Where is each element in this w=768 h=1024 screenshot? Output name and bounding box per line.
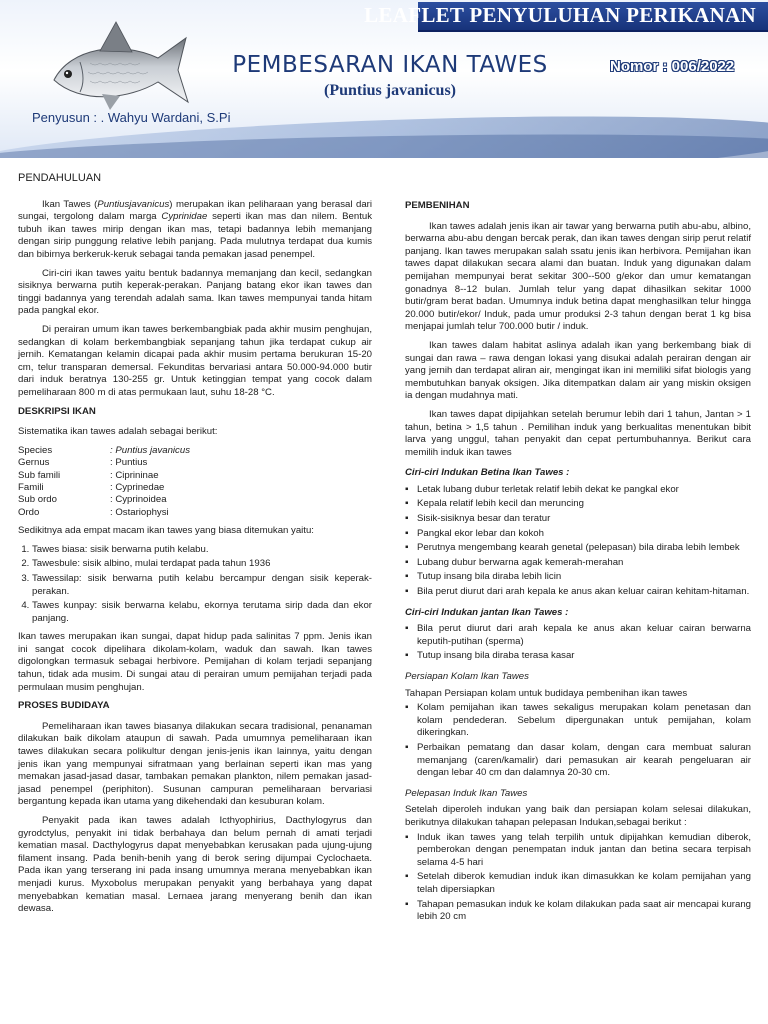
subheading-jantan: Ciri-ciri Indukan jantan Ikan Tawes : <box>405 606 569 618</box>
taxonomy-value: : Cyprinedae <box>110 481 165 493</box>
taxonomy-value: : Ciprininae <box>110 469 159 481</box>
table-row <box>18 482 190 494</box>
paragraph-pijah-umur: Ikan tawes dapat dipijahkan setelah berumur lebih dari 1 tahun, Jantan > 1 tahun, betina > 1,5 tahun . Pemilihan induk yang berkualitas menentukan bibit larva yang unggul, tahan penyakit dan cepat pertumbuhannya. Berikut cara memilih induk ikan tawes <box>405 408 751 458</box>
list-item: ▪ Setelah diberok kemudian induk ikan dimasukkan ke kolam pemijahan yang telah dipersiapkan <box>405 871 751 896</box>
taxonomy-key: Famili <box>18 481 44 493</box>
header <box>0 0 768 158</box>
right-column <box>405 170 751 930</box>
leaflet-number: Nomor : 006/2022 <box>610 58 735 75</box>
list-item: ▪ Tahapan pemasukan induk ke kolam dilakukan pada saat air mencapai kurang lebih 20 cm <box>405 899 751 924</box>
section-heading-deskripsi: DESKRIPSI IKAN <box>18 405 96 417</box>
text-span: seperti ikan mas dan nilem. Bentuk tubuh ikan tawes mirip dengan ikan mas, tetapi badannya lebih memanjang dengan sirip punggung relative lebih panjang. Pada mulutnya terdapat dua kumis dan bibirnya berkeruk-keruk sebagai tanda pemakan jasad penempel. <box>18 211 372 260</box>
taxonomy-key: Sub famili <box>18 469 61 481</box>
list-item: ▪ Lubang dubur berwarna agak kemerah-merahan <box>405 557 751 570</box>
pelepasan-list <box>405 832 751 924</box>
table-row <box>18 507 190 519</box>
taxonomy-key: Species <box>18 444 53 456</box>
table-row <box>18 470 190 482</box>
persiapan-list <box>405 702 751 780</box>
list-item: 4. Tawes kunpay: sisik berwarna kelabu, ekornya terutama sirip dada dan ekor panjang. <box>32 600 372 625</box>
paragraph-sungai: Ikan tawes merupakan ikan sungai, dapat hidup pada salinitas 7 ppm. Jenis ikan ini sangat cocok dipelihara dikolam-kolam, waduk dan sawah. Ikan tawes digolongkan termasuk sebagai herbivore. Pemijahan di kolam terjadi sepanjang tahun, tidak ada musim. Di sungai atau di perairan umum pemijahan terjadi pada permulaan musim penghujan. <box>18 631 372 693</box>
taxonomy-value-italic: : Puntius javanicus <box>110 444 190 456</box>
list-item: ▪ Pangkal ekor lebar dan kokoh <box>405 528 751 541</box>
paragraph-ciri: Ciri-ciri ikan tawes yaitu bentuk badannya memanjang dan kecil, sedangkan sisiknya berwarna putih keperak-perakan. Panjang batang ekor ikan tawes dan tinggi badannya yang terendah adalah sama. Ikan tawes mempunyai tanda hitam pada pangkal ekor. <box>18 267 372 317</box>
paragraph-intro <box>18 199 372 262</box>
taxonomy-value: : Cyprinoidea <box>110 494 167 506</box>
section-heading-pembenihan: PEMBENIHAN <box>405 200 470 211</box>
subheading-persiapan-kolam: Persiapan Kolam Ikan Tawes <box>405 671 529 682</box>
list-item: ▪ Perutnya mengembang kearah genetal (pelepasan) bila diraba lebih lembek <box>405 542 751 555</box>
paragraph-types-intro: Sedikitnya ada empat macam ikan tawes yang biasa ditemukan yaitu: <box>18 525 314 537</box>
taxonomy-value <box>110 445 190 457</box>
paragraph-habitat-asli: Ikan tawes dalam habitat aslinya adalah ikan yang berkembang biak di sungai dan rawa – rawa dengan lokasi yang disukai adalah perairan dengan air yang jernih dan terdapat aliran air, mengingat ikan ini memiliki sifat biologis yang membutuhkan banyak oksigen. Jika ditempatkan dalam air yang miskin oksigen ia dengan mudahnya mati. <box>405 339 751 402</box>
list-item: ▪ Perbaikan pematang dan dasar kolam, dengan cara membuat saluran memanjang (caren/kamalir) dari pemasukan air kearah pengeluaran air dengan lebar 40 cm dan dalamnya 20-30 cm. <box>405 742 751 780</box>
paragraph-penyakit: Penyakit pada ikan tawes adalah Icthyophirius, Dacthylogyrus dan gyrodctylus, penyakit ini tidak berbahaya dan belum pernah di amati terjadi kematian masal. Dacthylogyrus dapat menyebabkan kerusakan pada ujung-ujung filament insang. Pada benih-benih yang di berok sering dijumpai Cyclochaeta. Pada ikan yang terserang ini pada insang umumnya merana menyebabkan ikan menjadi kurus. Myxobolus merupakan penyakit yang berbahaya yang dapat menyebabkan kematian masal. Lernaea jarang menyerang benih dan ikan dewasa. <box>18 815 372 915</box>
paragraph-habitat: Di perairan umum ikan tawes berkembangbiak pada akhir musim penghujan, sedangkan di kolam berkembangbiak sepanjang tahun jika terdapat cukup air jernih. Kematangan kelamin dicapai pada akhir musim pertama berukuran 15-20 cm, telur transparan demersal. Fekunditas bervariasi antara 50.000-94.000 butir dari induk beratnya 130-255 gr. Untuk ketinggian tempat yang cocok dalam pemeliharaan 800 m di atas permukaan laut, suhu 18-28 °C. <box>18 323 372 398</box>
list-item: ▪ Kepala relatif lebih kecil dan meruncing <box>405 498 751 511</box>
taxonomy-key: Ordo <box>18 506 40 518</box>
taxonomy-key: Sub ordo <box>18 494 57 506</box>
list-item: ▪ Sisik-sisiknya besar dan teratur <box>405 513 751 526</box>
list-item: ▪ Bila perut diurut dari arah kepala ke anus akan keluar cairan berwarna keputih-putihan (sperma) <box>405 623 751 648</box>
text-span: ) merupakan ikan peliharaan yang berasal dari sungai, tergolong dalam marga <box>18 198 372 223</box>
fish-icon <box>40 18 190 118</box>
text-span: Ikan Tawes ( <box>42 198 98 210</box>
taxonomy-value: : Puntius <box>110 457 148 469</box>
leaflet-banner <box>364 2 768 32</box>
list-item: ▪ Tutup insang bila diraba terasa kasar <box>405 650 751 663</box>
list-item: ▪ Kolam pemijahan ikan tawes sekaligus merupakan kolam penetasan dan kolam pendederan. Sebelum dipergunakan untuk pemijahan, kolam dikeringkan. <box>405 702 751 740</box>
table-row <box>18 445 190 457</box>
list-item: 2. Tawesbule: sisik albino, mulai terdapat pada tahun 1936 <box>32 558 372 571</box>
section-heading-pendahuluan: PENDAHULUAN <box>18 172 102 184</box>
left-column <box>18 170 372 922</box>
scientific-name: Puntiusjavanicus <box>97 198 170 210</box>
taxonomy-key: Gernus <box>18 457 50 469</box>
list-item: 3. Tawessilap: sisik berwarna putih kelabu bercampur dengan sisik keperak-perakan. <box>32 573 372 598</box>
jantan-characteristics-list <box>405 623 751 663</box>
paragraph-pemeliharaan: Pemeliharaan ikan tawes biasanya dilakukan secara tradisional, penanaman dilakukan baik dikolam ataupun di sawah. Pada umumnya pemeliharaan ikan tawes dilakukan secara polikultur dengan jenis-jenis ikan lainnya, yaitu dengan jenis ikan yang mempunyai sifratmaan yang berlainan seperti ikan mas yang memakan jasad-jasad dasar, tambakan pemakan plankton, nilem pemakan jasad-jasad penempel (periphiton). Susunan campuran pemeliharaan bervariasi bergantung kepada ikan utama yang dikehendaki dan kesuburan kolam. <box>18 720 372 808</box>
paragraph-pelepasan-intro: Setelah diperoleh indukan yang baik dan persiapan kolam selesai dilakukan, berikutnya dilakukan tahapan pelepasan Indukan,sebagai berikut : <box>405 804 751 828</box>
list-item: ▪ Letak lubang dubur terletak relatif lebih dekat ke pangkal ekor <box>405 484 751 497</box>
list-item: 1. Tawes biasa: sisik berwarna putih kelabu. <box>32 544 372 557</box>
author-line: Penyusun : . Wahyu Wardani, S.Pi <box>32 110 231 125</box>
paragraph-sistematika: Sistematika ikan tawes adalah sebagai berikut: <box>18 426 218 438</box>
page-title: PEMBESARAN IKAN TAWES <box>232 52 548 78</box>
subheading-pelepasan-induk: Pelepasan Induk Ikan Tawes <box>405 787 528 799</box>
list-item: ▪ Tutup insang bila diraba lebih licin <box>405 571 751 584</box>
betina-characteristics-list <box>405 484 751 599</box>
banner-text: LEAFLET PENYULUHAN PERIKANAN <box>364 3 756 27</box>
taxonomy-value: : Ostariophysi <box>110 506 169 518</box>
paragraph-persiapan-intro: Tahapan Persiapan kolam untuk budidaya pembenihan ikan tawes <box>405 687 688 699</box>
paragraph-pembenihan: Ikan tawes adalah jenis ikan air tawar yang berwarna putih abu-abu, albino, berwarna abu-abu dengan bercak perak, dan ikan tawes dengan sirip perut relatif panjang. Ikan tawes merupakan salah ssatu jenis ikan herbivora. Pemijahan ikan tawes dapat dilakukan secara alami dan buatan. Induk yang digunakan dalam pemijahan mempunyai berat sekitar 300--500 g/ekor dan umur kematangan gonadnya 8--12 bulan. Jumlah telur yang dapat dihasilkan sekitar 1000 butir/gram berat badan. Umumnya induk betina dapat menghasilkan telur hingga 20.000 butir/ekor/ Induk, pada umur produksi 2-3 tahun dengan berat 1 kg bisa menjapai jumlah telur 700.000 butir / induk. <box>405 220 751 333</box>
tawes-types-list <box>18 544 372 626</box>
page-subtitle-scientific-name: (Puntius javanicus) <box>323 82 457 99</box>
table-row <box>18 494 190 506</box>
section-heading-proses: PROSES BUDIDAYA <box>18 700 110 712</box>
family-name: Cyprinidae <box>161 211 208 223</box>
list-item: ▪ Bila perut diurut dari arah kepala ke anus akan keluar cairan kehitam-hitaman. <box>405 586 751 599</box>
subheading-betina: Ciri-ciri Indukan Betina Ikan Tawes : <box>405 467 570 479</box>
list-item: ▪ Induk ikan tawes yang telah terpilih untuk dipijahkan kemudian diberok, pemberokan dengan penempatan induk jantan dan betina secara terpisah selama 4-5 hari <box>405 832 751 870</box>
table-row <box>18 457 190 469</box>
taxonomy-table <box>18 445 190 519</box>
